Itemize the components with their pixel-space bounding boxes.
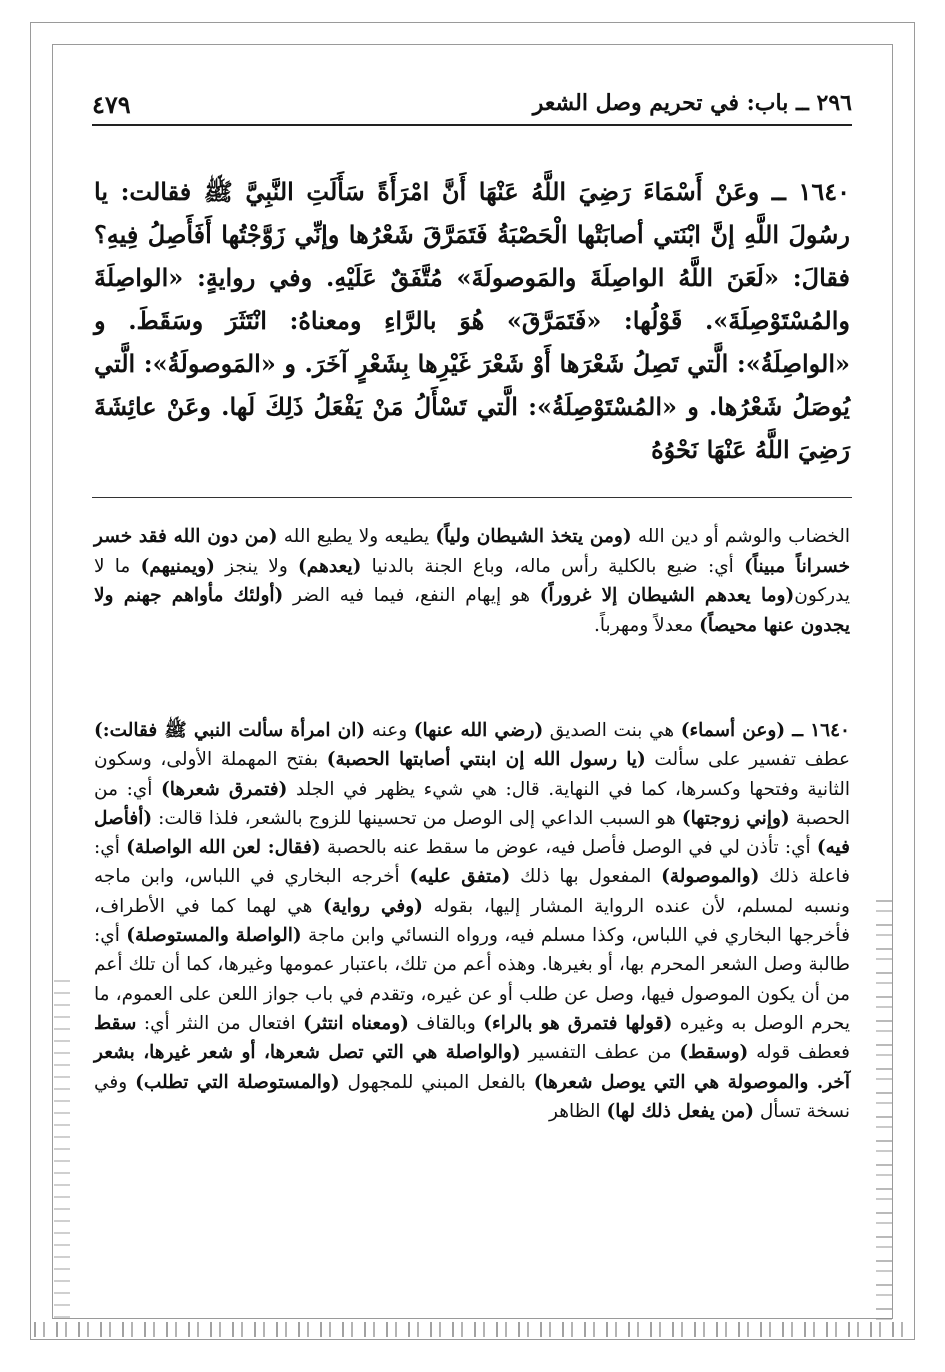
text-segment: هي لهما كما في الأطراف، فأخرجها البخاري في اللباس، وكذا مسلم فيه، ورواه النسائي وابن ماجة: [94, 895, 851, 947]
text-segment: بفتح المهملة الأولى، وسكون الثانية وفتحها وكسرها، كما في النهاية. قال: هي شيء يظهر في الجلد: [94, 749, 850, 800]
text-segment: من عطف التفسير: [520, 1042, 680, 1064]
text-segment: يطيعه ولا يطيع الله: [277, 526, 436, 547]
bold-segment: (وسقط): [679, 1042, 749, 1064]
bold-segment: (فتمرق شعرها): [161, 778, 288, 800]
text-segment: ولا ينجز: [214, 555, 299, 577]
bold-segment: (ومن يتخذ الشيطان ولياً): [435, 526, 632, 547]
text-segment: المفعول بها ذلك: [510, 866, 662, 888]
text-segment: الظاهر: [549, 1100, 607, 1122]
text-segment: هو السبب الداعي إلى الوصل من تحسينها للزوج بالشعر، فلذا قالت:: [152, 807, 682, 829]
bold-segment: (وعن أسماء): [680, 720, 786, 741]
page-header: [92, 88, 852, 122]
text-segment: معدلاً ومهرباً.: [594, 614, 700, 636]
text-segment: أي: ضيع بالكلية رأس ماله، وباع الجنة بالدنيا: [361, 555, 745, 577]
bold-segment: (والمستوصلة التي تطلب): [135, 1071, 340, 1093]
text-segment: وبالقاف: [408, 1012, 484, 1034]
bold-segment: (وإني زوجتها): [681, 807, 790, 829]
commentary-1640: [94, 716, 850, 1126]
hadith-paragraph: ١٦٤٠ ــ وعَنْ أَسْمَاءَ رَضِيَ اللَّهُ عَنْهَا أَنَّ امْرَأَةً سَأَلَتِ النَّبِيَّ ﷺ فقالت: يا رسُولَ اللَّهِ إنَّ ابْنَتي أصابَتْها الْحَصْبَةُ فَتَمَرَّقَ شَعْرُها وإنِّي زَوَّجْتُها أَفَأَصِلُ فِيهِ؟ فقالَ: «لَعَنَ اللَّهُ الواصِلَةَ والمَوصولَةَ» مُتَّفَقٌ عَلَيْهِ. وفي روايةٍ: «الواصِلَةَ والمُسْتَوْصِلَةَ». قَوْلُها: «فَتَمَرَّقَ» هُوَ بالرَّاءِ ومعناهُ: انْتَثَرَ وسَقَطَ. و «الواصِلَةُ»: الَّتي تَصِلُ شَعْرَها أَوْ شَعْرَ غَيْرِها بِشَعْرٍ آخَرَ. و «المَوصولَةُ»: الَّتي يُوصَلُ شَعْرُها. و «المُسْتَوْصِلَةُ»: الَّتي تَسْأَلُ مَنْ يَفْعَلُ ذَلِكَ لَها. وعَنْ عائِشَةَ رَضِيَ اللَّهُ عَنْهَا نَحْوُهُ: [94, 177, 851, 464]
bold-segment: ١٦٤٠ ــ: [785, 720, 850, 741]
bold-segment: (يا رسول الله إن ابنتي أصابتها الحصبة): [326, 749, 646, 771]
bold-segment: (من يفعل ذلك لها): [606, 1100, 754, 1122]
bold-segment: (أولئك مأواهم جهنم ولا يجدون عنها محيصاً): [94, 585, 850, 636]
text-segment: افتعال من النثر أي:: [136, 1012, 304, 1034]
bold-segment: (الواصلة والمستوصلة): [126, 925, 302, 947]
bold-segment: (ومعناه انتثر): [303, 1012, 409, 1034]
text-segment: فعطف قوله: [748, 1042, 851, 1064]
ornament-bottom: [34, 1322, 911, 1337]
text-segment: هو إيهام النفع، فيما فيه الضر: [283, 585, 540, 606]
bold-segment: (متفق عليه): [409, 866, 511, 888]
ornament-right: [876, 900, 892, 1320]
bold-segment: (وفي رواية): [322, 895, 423, 917]
continuation-paragraph: [94, 522, 850, 640]
text-segment: أخرجه البخاري في اللباس، وابن ماجه ونسبه لمسلم، لأن عنده الرواية المشار إليها، بقوله: [94, 866, 850, 917]
commentary-paragraph: [94, 716, 850, 1126]
text-segment: ما لا يدركون: [94, 555, 850, 606]
bold-segment: (أفأصل فيه): [94, 807, 850, 859]
text-segment: أي: طالبة وصل الشعر المحرم بها، أو بغيرها. وهذه أعم من تلك، باعتبار عمومها وغيرها، كما أن تلك أعم من أن يكون الموصول فيها، وصل عن طلب أو عن غيره، وتقدم في باب جواز اللعن على العموم، ما يحرم الوصل به وغيره: [94, 925, 850, 1034]
text-segment: بالفعل المبني للمجهول: [339, 1071, 534, 1093]
bold-segment: (ان امرأة سألت النبي ﷺ فقالت:): [94, 720, 366, 741]
footnote-divider: [92, 497, 852, 498]
text-segment: وعنه: [365, 720, 414, 741]
ornament-left: [54, 980, 70, 1320]
bold-segment: (والواصلة هي التي تصل شعرها، أو شعر غيرها، بشعر آخر. والموصولة هي التي يوصل شعرها): [94, 1042, 851, 1093]
hadith-text: [94, 170, 850, 471]
text-segment: أي: فاعلة ذلك: [94, 837, 851, 888]
text-segment: الخضاب والوشم أو دين الله: [631, 526, 850, 547]
bold-segment: (رضي الله عنها): [413, 720, 544, 741]
page-number: ٤٧٩: [92, 90, 131, 119]
chapter-title: ٢٩٦ ــ باب: في تحريم وصل الشعر: [532, 90, 852, 116]
header-rule: [92, 124, 852, 126]
commentary-continuation: [94, 522, 850, 640]
text-segment: عطف تفسير على سألت: [645, 749, 850, 771]
bold-segment: (فقال: لعن الله الواصلة): [126, 837, 321, 859]
bold-segment: (ويمنيهم): [140, 555, 215, 577]
bold-segment: (والموصولة): [661, 866, 760, 888]
text-segment: هي بنت الصديق: [543, 720, 681, 741]
text-segment: وفي نسخة تسأل: [94, 1071, 850, 1122]
bold-segment: (قولها فتمرق هو بالراء): [483, 1012, 673, 1034]
text-segment: أي: من الحصبة: [94, 778, 850, 829]
bold-segment: (من دون الله فقد خسر خسراناً مبيناً): [94, 526, 851, 577]
bold-segment: (وما يعدهم الشيطان إلا غروراً): [539, 585, 795, 606]
bold-segment: سقط: [94, 1012, 137, 1034]
bold-segment: (يعدهم): [298, 555, 362, 577]
text-segment: أي: تأذن لي في الوصل فأصل فيه، عوض ما سقط عنه بالحصبة: [320, 837, 817, 859]
